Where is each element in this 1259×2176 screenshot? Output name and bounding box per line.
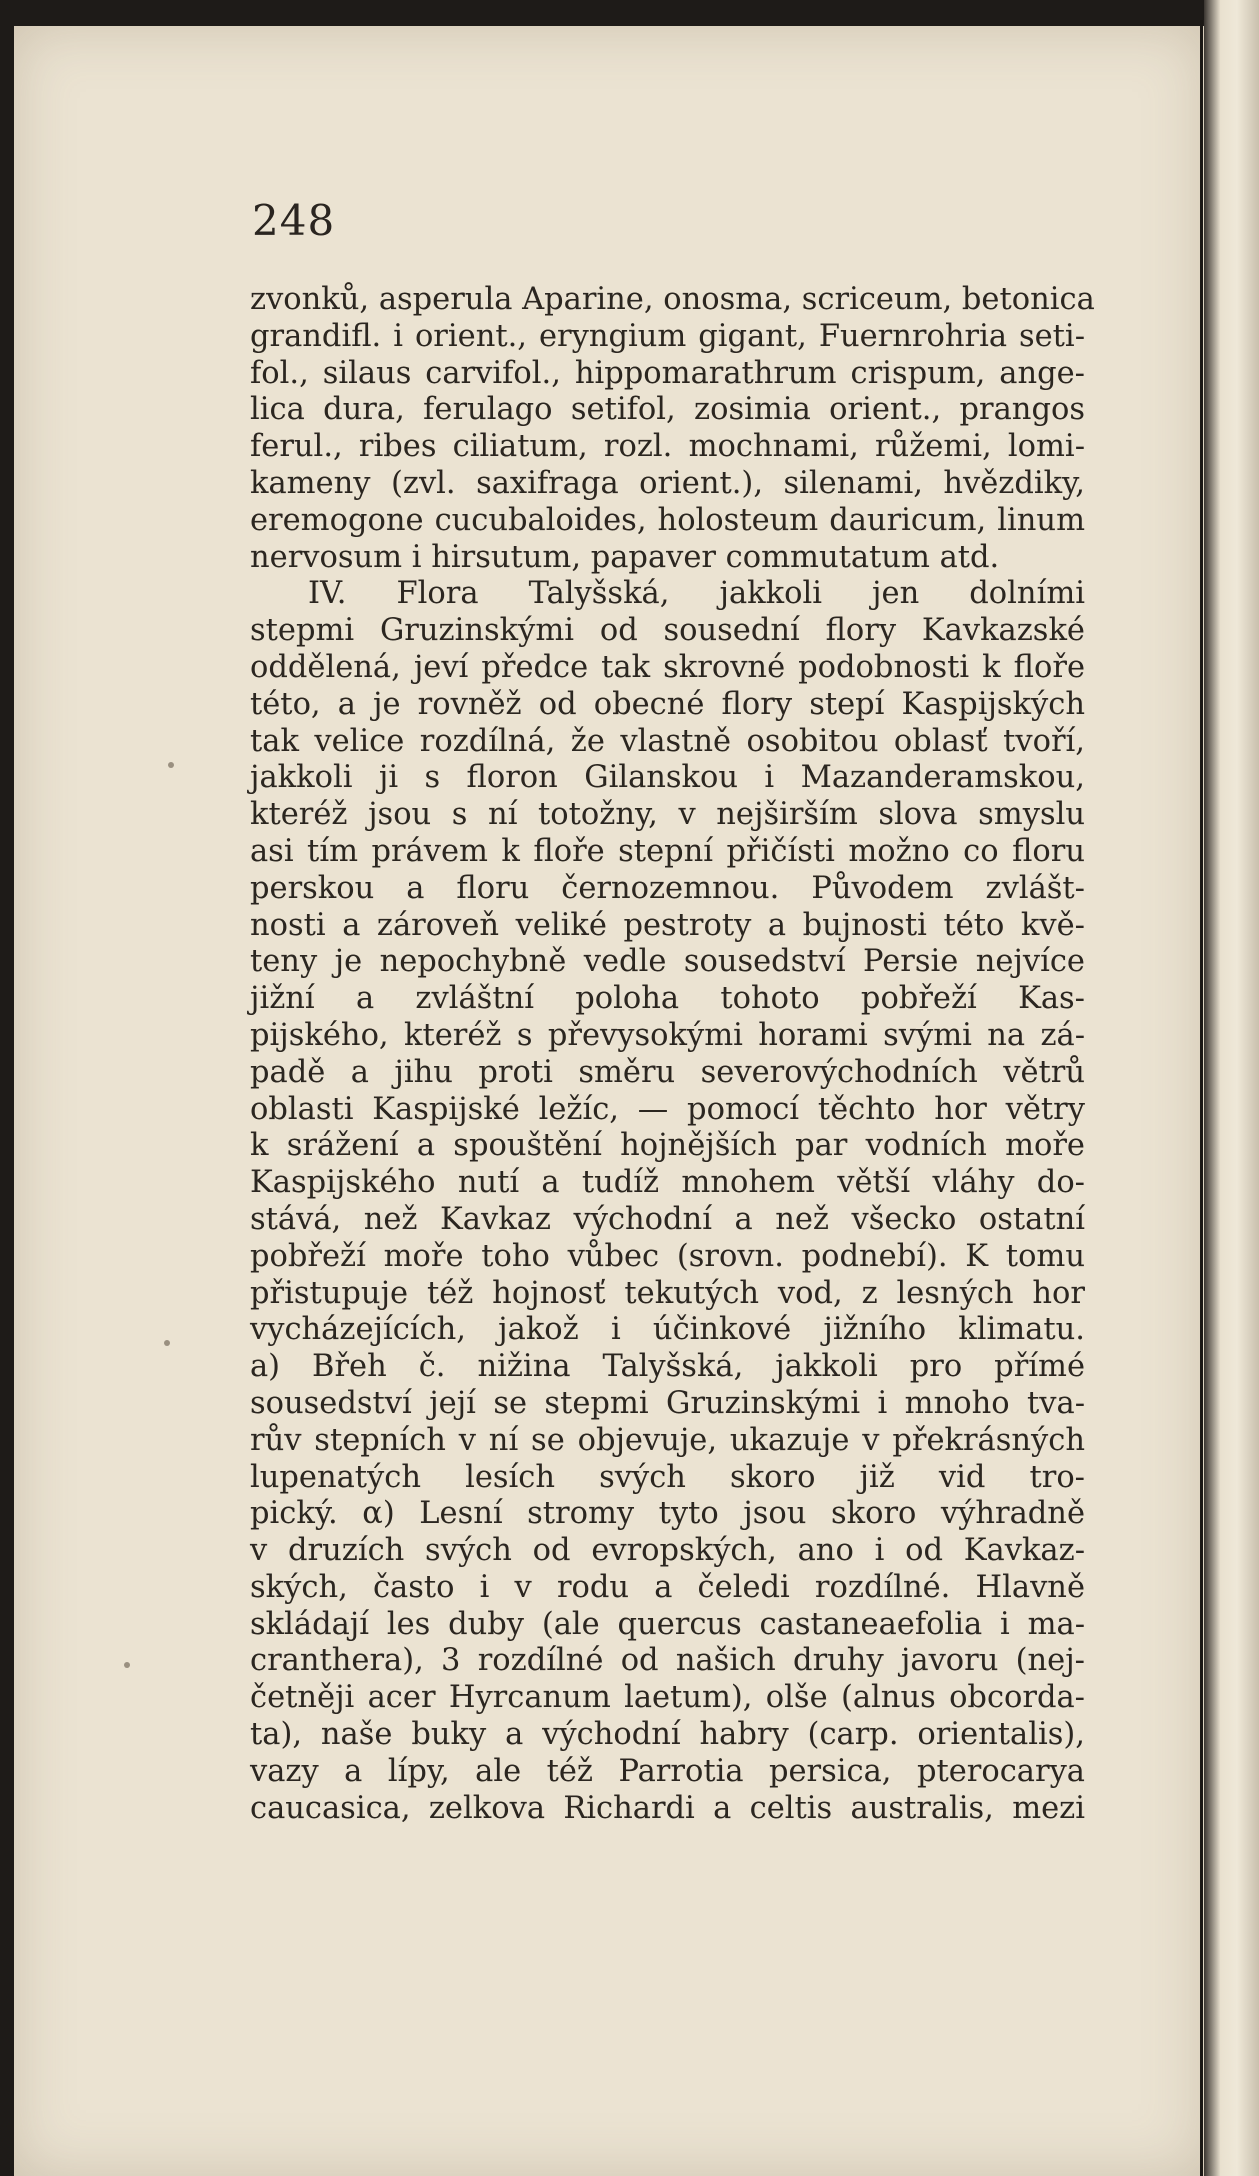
text-line: nosti a zároveň veliké pestroty a bujnosti této kvě- [250, 907, 1085, 943]
text-line: četněji acer Hyrcanum laetum), olše (alnus obcorda- [250, 1680, 1085, 1716]
text-line: stepmi Gruzinskými od sousední flory Kavkazské [250, 613, 1085, 649]
body-text [250, 282, 1095, 1827]
text-line: této, a je rovněž od obecné flory stepí Kaspijských [250, 686, 1085, 722]
text-line: kameny (zvl. saxifraga orient.), silenami, hvězdiky, [250, 465, 1085, 501]
text-line: a) Břeh č. nižina Talyšská, jakkoli pro přímé [250, 1349, 1085, 1385]
text-line: teny je nepochybně vedle sousedství Persie nejvíce [250, 944, 1085, 980]
text-line: v druzích svých od evropských, ano i od Kavkaz- [250, 1533, 1085, 1569]
text-line: fol., silaus carvifol., hippomarathrum crispum, ange- [250, 355, 1085, 391]
paper-speck [124, 1662, 130, 1668]
text-line: ských, často i v rodu a čeledi rozdílné. Hlavně [250, 1569, 1085, 1605]
text-line: eremogone cucubaloides, holosteum dauricum, linum [250, 502, 1085, 538]
text-line: asi tím právem k floře stepní přičísti možno co floru [250, 833, 1085, 869]
text-line: pobřeží moře toho vůbec (srovn. podnebí). K tomu [250, 1238, 1085, 1274]
text-line: ferul., ribes ciliatum, rozl. mochnami, růžemi, lomi- [250, 429, 1085, 465]
text-line: přistupuje též hojnosť tekutých vod, z lesných hor [250, 1275, 1085, 1311]
text-line: oblasti Kaspijské ležíc, — pomocí těchto hor větry [250, 1091, 1085, 1127]
text-line: nervosum i hirsutum, papaver commutatum atd. [250, 539, 1000, 575]
text-line: caucasica, zelkova Richardi a celtis australis, mezi [250, 1790, 1085, 1826]
text-line: cranthera), 3 rozdílné od našich druhy javoru (nej- [250, 1643, 1085, 1679]
text-line: grandifl. i orient., eryngium gigant, Fuernrohria seti- [250, 318, 1085, 354]
text-line: vazy a lípy, ale též Parrotia persica, pterocarya [250, 1753, 1085, 1789]
text-line: pijského, kteréž s převysokými horami svými na zá- [250, 1017, 1085, 1053]
text-line: lupenatých lesích svých skoro již vid tro- [250, 1459, 1085, 1495]
text-line: k srážení a spouštění hojnějších par vodních moře [250, 1128, 1085, 1164]
text-line: pický. α) Lesní stromy tyto jsou skoro výhradně [250, 1496, 1085, 1532]
text-line: jižní a zvláštní poloha tohoto pobřeží Kas- [250, 981, 1085, 1017]
page-number: 248 [252, 196, 336, 245]
text-line: skládají les duby (ale quercus castaneaefolia i ma- [250, 1606, 1085, 1642]
text-line: lica dura, ferulago setifol, zosimia orient., prangos [250, 392, 1085, 428]
text-line: zvonků, asperula Aparine, onosma, scriceum, betonica [250, 282, 1095, 317]
text-line: oddělená, jeví předce tak skrovné podobnosti k floře [250, 649, 1085, 685]
text-line: jakkoli ji s floron Gilanskou i Mazanderamskou, [250, 760, 1085, 796]
text-line: IV. Flora Talyšská, jakkoli jen dolními [308, 576, 1085, 612]
text-line: tak velice rozdílná, že vlastně osobitou oblasť tvoří, [250, 723, 1085, 759]
text-line: rův stepních v ní se objevuje, ukazuje v překrásných [250, 1422, 1085, 1458]
text-line: perskou a floru černozemnou. Původem zvlášt- [250, 870, 1085, 906]
paper-speck [164, 1340, 170, 1346]
text-line: kteréž jsou s ní totožny, v nejširším slova smyslu [250, 797, 1085, 833]
text-line: ta), naše buky a východní habry (carp. orientalis), [250, 1717, 1085, 1753]
next-page-edge [1204, 0, 1259, 2176]
text-line: Kaspijského nutí a tudíž mnohem větší vláhy do- [250, 1165, 1085, 1201]
text-line: sousedství její se stepmi Gruzinskými i mnoho tva- [250, 1385, 1085, 1421]
text-line: stává, než Kavkaz východní a než všecko ostatní [250, 1201, 1085, 1237]
paper-speck [168, 762, 174, 768]
text-line: padě a jihu proti směru severovýchodních větrů [250, 1054, 1085, 1090]
text-line: vycházejících, jakož i účinkové jižního klimatu. [250, 1312, 1085, 1348]
page-edge-shadow [1200, 20, 1203, 2176]
